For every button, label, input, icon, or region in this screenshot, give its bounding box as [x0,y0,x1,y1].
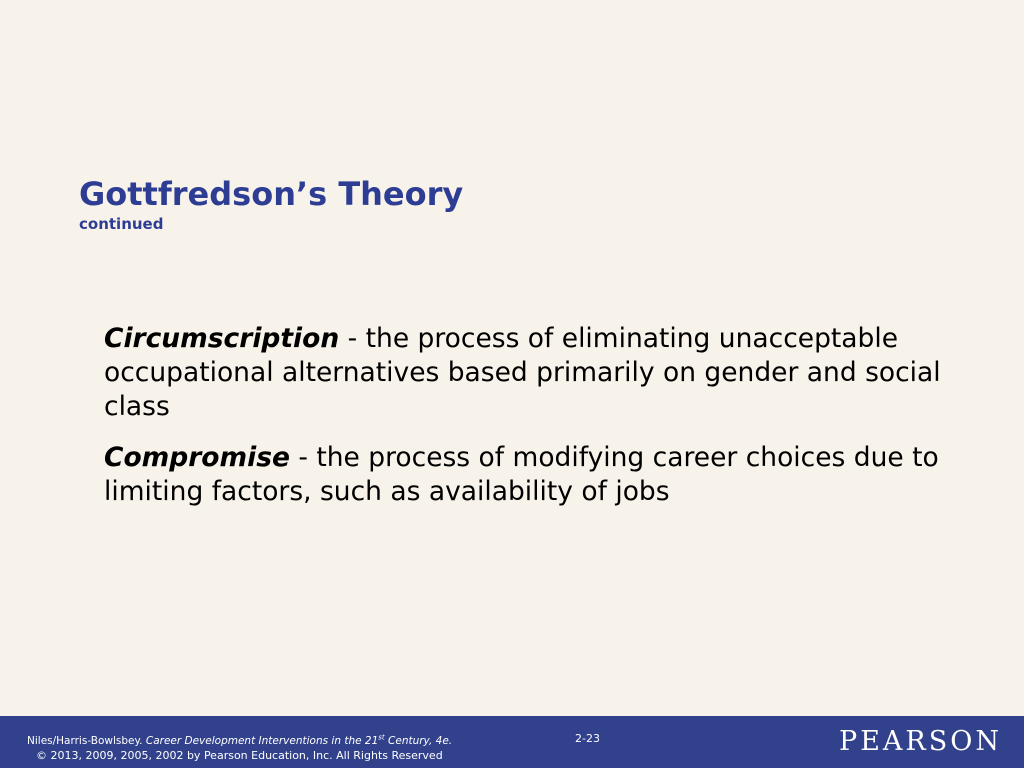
pearson-logo: PEARSON [839,726,1002,757]
definition-circumscription [104,322,984,424]
slide-title: Gottfredson’s Theory [79,175,464,213]
page-number: 2-23 [575,732,600,745]
citation-book-title: Career Development Interventions in the 21st Century, 4e. [145,733,453,747]
definition-text: - the process of eliminating unacceptable occupational alternatives based primarily on gender and social class [104,323,941,422]
definition-compromise [104,441,984,509]
slide-subtitle: continued [79,215,164,233]
footer-citation [27,734,452,748]
definition-term: Compromise [104,442,290,473]
definition-term: Circumscription [104,323,340,354]
footer-bar [0,716,1024,768]
definition-text: - the process of modifying career choices due to limiting factors, such as availability of jobs [104,442,939,507]
slide-body [104,322,984,509]
citation-authors: Niles/Harris-Bowlsbey. [27,735,146,747]
footer-copyright: © 2013, 2009, 2005, 2002 by Pearson Education, Inc. All Rights Reserved [36,749,443,762]
